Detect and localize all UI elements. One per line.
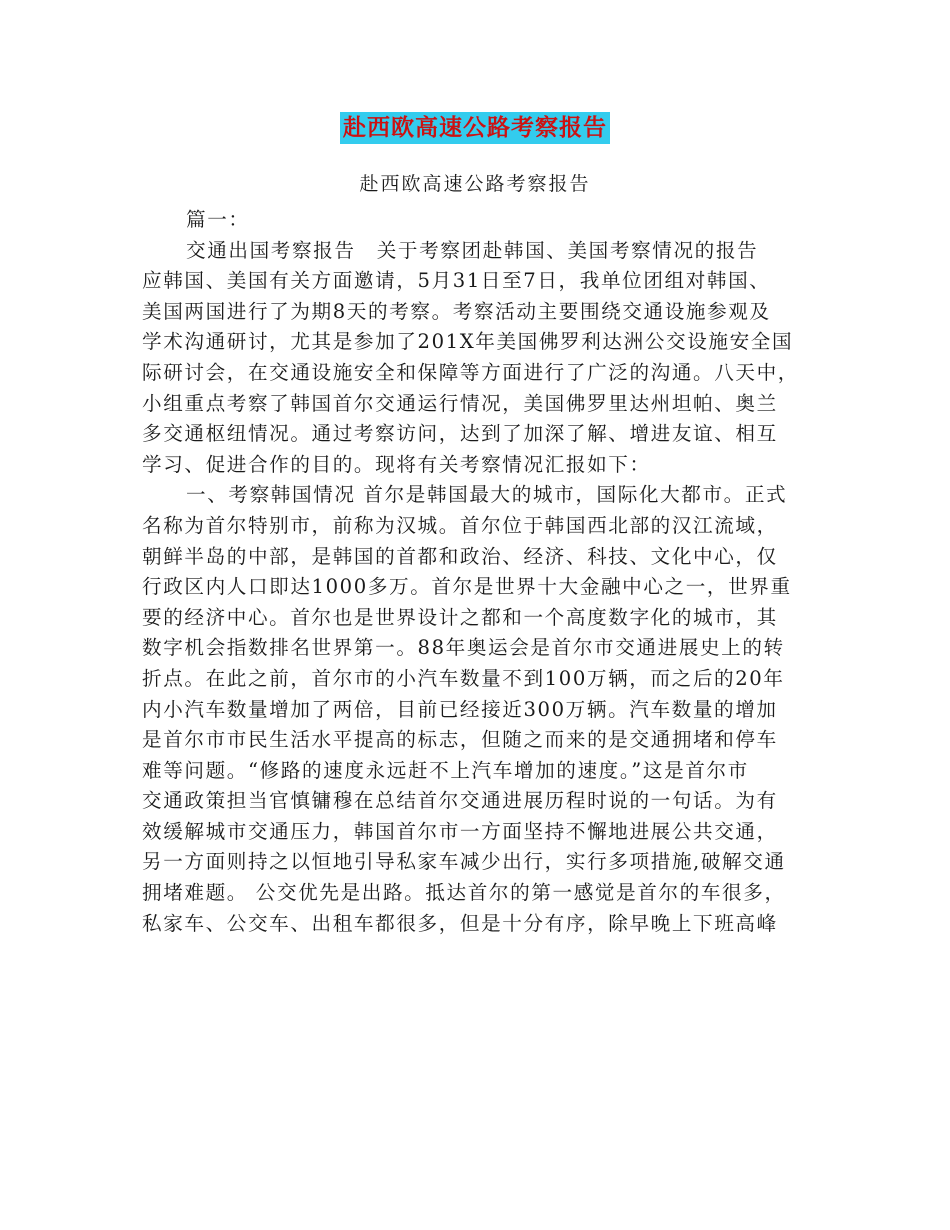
paragraph-line: 内小汽车数量增加了两倍，目前已经接近300万辆。汽车数量的增加	[142, 697, 778, 721]
document-title-text: 赴西欧高速公路考察报告	[340, 112, 610, 144]
paragraph-line: 多交通枢纽情况。通过考察访问，达到了加深了解、增进友谊、相互	[142, 422, 778, 446]
paragraph-line: 交通政策担当官慎镛穆在总结首尔交通进展历程时说的一句话。为有	[142, 789, 778, 813]
paragraph-line: 一、考察韩国情况 首尔是韩国最大的城市，国际化大都市。正式	[186, 483, 788, 507]
paragraph-line: 朝鲜半岛的中部，是韩国的首都和政治、经济、科技、文化中心，仅	[142, 544, 778, 568]
paragraph-line: 际研讨会，在交通设施安全和保障等方面进行了广泛的沟通。八天中，	[142, 360, 800, 384]
paragraph-line: 另一方面则持之以恒地引导私家车减少出行，实行多项措施,破解交通	[142, 850, 786, 874]
paragraph-line: 交通出国考察报告 关于考察团赴韩国、美国考察情况的报告	[186, 238, 759, 262]
paragraph-line: 名称为首尔特别市，前称为汉城。首尔位于韩国西北部的汉江流域，	[142, 513, 778, 537]
paragraph-line: 应韩国、美国有关方面邀请，5月31日至7日，我单位团组对韩国、	[142, 269, 771, 293]
paragraph-line: 行政区内人口即达1000多万。首尔是世界十大金融中心之一，世界重	[142, 575, 792, 599]
paragraph-line: 效缓解城市交通压力，韩国首尔市一方面坚持不懈地进展公共交通，	[142, 819, 778, 843]
paragraph-line: 折点。在此之前，首尔市的小汽车数量不到100万辆，而之后的20年	[142, 666, 785, 690]
paragraph-line: 小组重点考察了韩国首尔交通运行情况，美国佛罗里达州坦帕、奥兰	[142, 391, 778, 415]
paragraph-line: 拥堵难题。 公交优先是出路。抵达首尔的第一感觉是首尔的车很多，	[142, 881, 786, 905]
paragraph-line: 美国两国进行了为期8天的考察。考察活动主要围绕交通设施参观及	[142, 299, 771, 323]
paragraph-line: 私家车、公交车、出租车都很多，但是十分有序，除早晚上下班高峰	[142, 911, 778, 935]
paragraph-line: 学习、促进合作的目的。现将有关考察情况汇报如下：	[142, 452, 651, 476]
paragraph-line: 篇一：	[186, 208, 250, 231]
document-subtitle: 赴西欧高速公路考察报告	[359, 173, 591, 195]
paragraph-line: 要的经济中心。首尔也是世界设计之都和一个高度数字化的城市，其	[142, 605, 778, 629]
document-title	[0, 112, 950, 145]
paragraph-line: 数字机会指数排名世界第一。88年奥运会是首尔市交通进展史上的转	[142, 636, 785, 660]
paragraph-line: 难等问题。“修路的速度永远赶不上汽车增加的速度。”这是首尔市	[142, 758, 749, 782]
paragraph-line: 是首尔市市民生活水平提高的标志，但随之而来的是交通拥堵和停车	[142, 728, 778, 752]
document-body	[142, 205, 810, 939]
paragraph-line: 学术沟通研讨，尤其是参加了201X年美国佛罗利达洲公交设施安全国	[142, 330, 794, 354]
